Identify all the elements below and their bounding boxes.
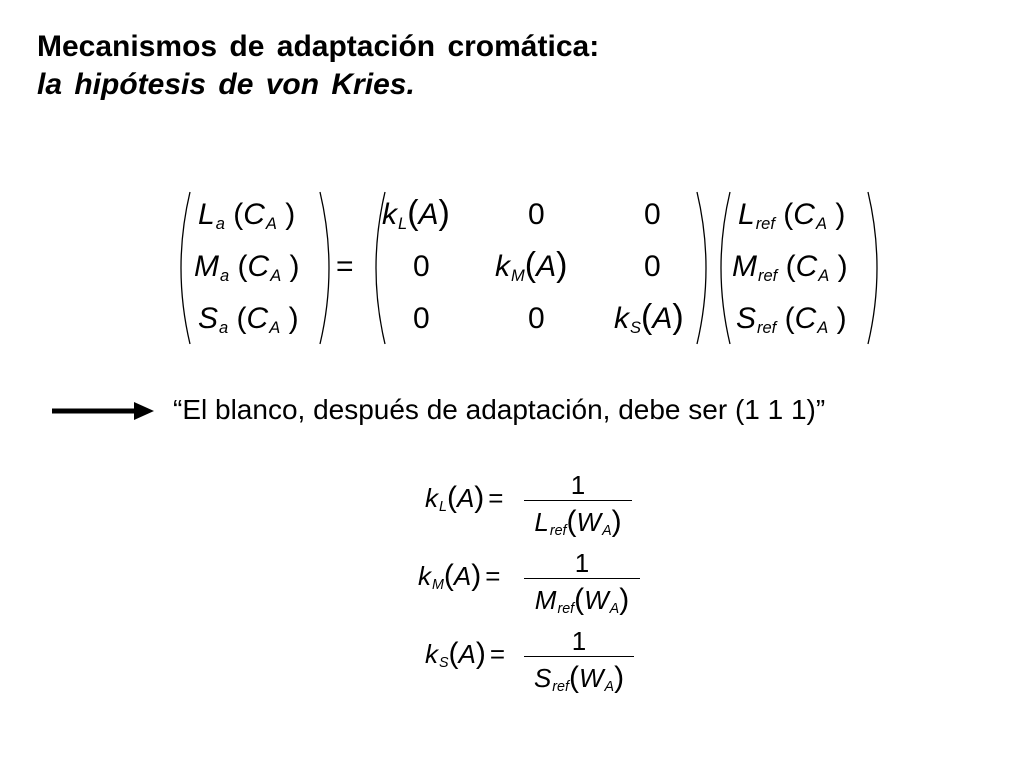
fraction-kS-rhs: 1 Sref(WA)	[524, 626, 634, 695]
fraction-kL-rhs: 1 Lref(WA)	[524, 470, 632, 539]
lhs-row-1: La (CA )	[198, 198, 296, 233]
zero-1-3: 0	[644, 198, 661, 231]
fraction-kL-lhs: kL(A) =	[425, 481, 504, 516]
zero-2-3: 0	[644, 250, 661, 283]
title-line-2: la hipótesis de von Kries.	[37, 68, 415, 101]
rhs-row-1: Lref (CA )	[738, 198, 846, 233]
diag-kL: kL(A)	[382, 194, 450, 233]
slide-title	[37, 28, 599, 104]
fraction-kM-lhs: kM(A) =	[418, 559, 501, 594]
zero-1-2: 0	[528, 198, 545, 231]
zero-2-1: 0	[413, 250, 430, 283]
right-arrow-icon	[50, 393, 160, 429]
diag-kS: kS(A)	[614, 298, 684, 337]
equals-sign: =	[336, 250, 354, 283]
lhs-row-3: Sa (CA )	[198, 302, 299, 337]
statement-row	[50, 393, 1000, 429]
diag-kM: kM(A)	[495, 246, 568, 285]
white-statement: “El blanco, después de adaptación, debe ser (1 1 1)”	[173, 394, 826, 425]
zero-3-1: 0	[413, 302, 430, 335]
fraction-kM-rhs: 1 Mref(WA)	[524, 548, 640, 617]
von-kries-matrix-equation	[170, 188, 890, 348]
fraction-kS-lhs: kS(A) =	[425, 637, 506, 672]
title-line-1: Mecanismos de adaptación cromática:	[37, 30, 600, 63]
zero-3-2: 0	[528, 302, 545, 335]
rhs-row-2: Mref (CA )	[732, 250, 848, 285]
rhs-row-3: Sref (CA )	[736, 302, 847, 337]
lhs-row-2: Ma (CA )	[194, 250, 300, 285]
